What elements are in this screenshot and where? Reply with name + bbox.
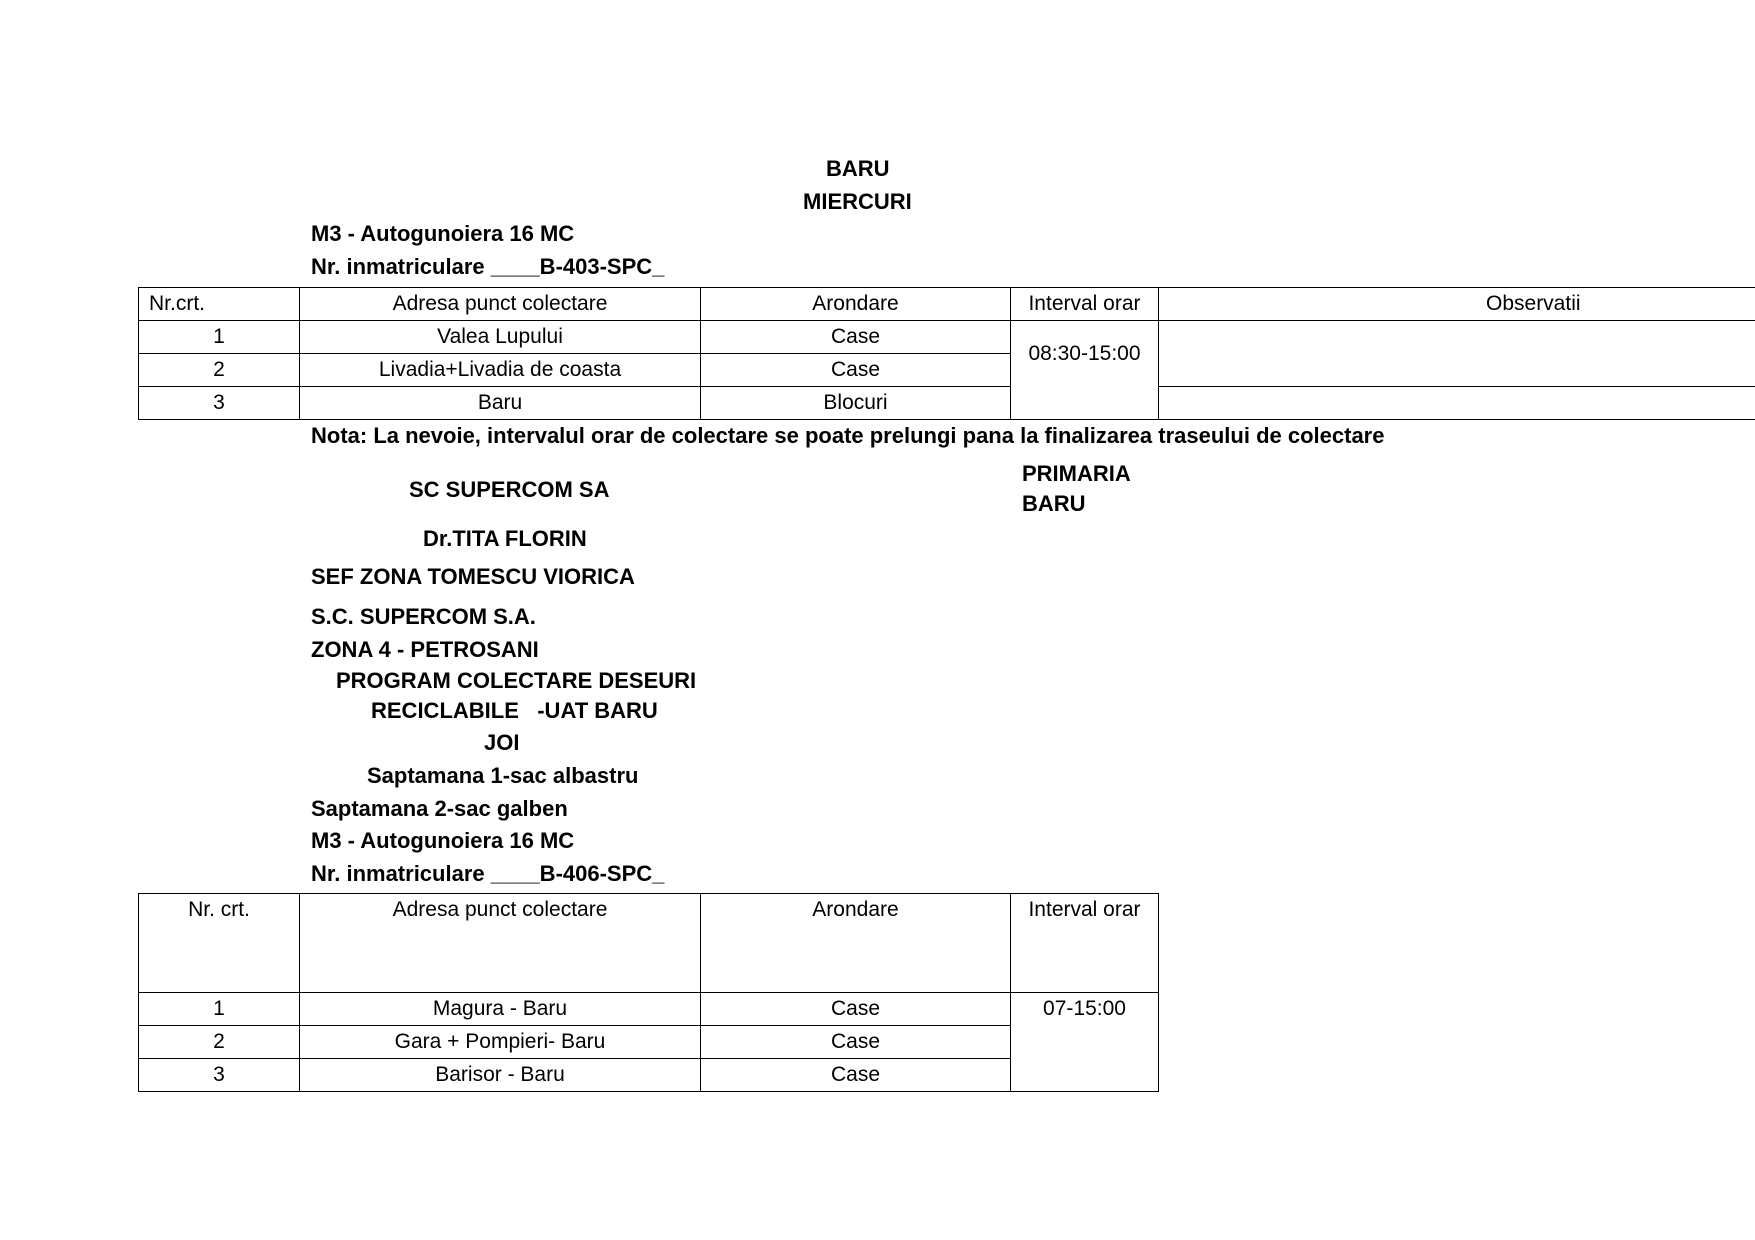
cell-nr: 3 bbox=[139, 387, 300, 420]
interval-value: 08:30-15:00 bbox=[1028, 342, 1141, 365]
cell-arondare: Case bbox=[701, 1026, 1011, 1059]
program-title-line1: PROGRAM COLECTARE DESEURI bbox=[336, 668, 697, 693]
signature-company: SC SUPERCOM SA bbox=[409, 477, 610, 502]
cell-nr: 3 bbox=[139, 1059, 300, 1092]
week1-label: Saptamana 1-sac albastru bbox=[367, 763, 639, 788]
table-header-row bbox=[139, 288, 1755, 321]
cell-arondare: Case bbox=[701, 321, 1011, 354]
table-row bbox=[139, 1026, 1159, 1059]
sef-zona-label: SEF ZONA TOMESCU VIORICA bbox=[311, 564, 635, 589]
page-title: BARU bbox=[826, 156, 890, 181]
cell-nr: 2 bbox=[139, 1026, 300, 1059]
program-title-line2: RECICLABILE -UAT BARU bbox=[371, 698, 658, 723]
header-observatii: Observatii bbox=[1159, 288, 1755, 321]
table-row bbox=[139, 1059, 1159, 1092]
cell-nr: 1 bbox=[139, 321, 300, 354]
plate-label-2: Nr. inmatriculare ____B-406-SPC_ bbox=[311, 861, 665, 886]
day-heading: MIERCURI bbox=[803, 189, 912, 214]
day-heading-2: JOI bbox=[484, 730, 520, 755]
cell-adresa: Magura - Baru bbox=[300, 993, 701, 1026]
cell-adresa: Baru bbox=[300, 387, 701, 420]
cell-arondare: Blocuri bbox=[701, 387, 1011, 420]
signature-name: Dr.TITA FLORIN bbox=[423, 526, 587, 551]
interval-value: 07-15:00 bbox=[1043, 997, 1126, 1020]
table-row bbox=[139, 387, 1755, 420]
signature-primaria: PRIMARIA bbox=[1022, 461, 1131, 486]
header-adresa: Adresa punct colectare bbox=[300, 288, 701, 321]
header-nr: Nr.crt. bbox=[139, 288, 300, 321]
week2-label: Saptamana 2-sac galben bbox=[311, 796, 568, 821]
header-adresa: Adresa punct colectare bbox=[300, 894, 701, 993]
cell-adresa: Gara + Pompieri- Baru bbox=[300, 1026, 701, 1059]
header-nr: Nr. crt. bbox=[139, 894, 300, 993]
cell-observatii bbox=[1159, 387, 1755, 420]
vehicle-label: M3 - Autogunoiera 16 MC bbox=[311, 221, 575, 246]
zone-label: ZONA 4 - PETROSANI bbox=[311, 637, 539, 662]
cell-nr: 2 bbox=[139, 354, 300, 387]
header-arondare: Arondare bbox=[701, 894, 1011, 993]
table-header-row bbox=[139, 894, 1159, 993]
plate-label: Nr. inmatriculare ____B-403-SPC_ bbox=[311, 254, 665, 279]
note-text: Nota: La nevoie, intervalul orar de colectare se poate prelungi pana la finalizarea traseului de colectare bbox=[311, 423, 1385, 448]
table-row bbox=[139, 993, 1159, 1026]
table-row bbox=[139, 321, 1755, 354]
header-arondare: Arondare bbox=[701, 288, 1011, 321]
cell-interval bbox=[1011, 993, 1159, 1092]
cell-adresa: Livadia+Livadia de coasta bbox=[300, 354, 701, 387]
cell-adresa: Valea Lupului bbox=[300, 321, 701, 354]
header-interval: Interval orar bbox=[1011, 288, 1159, 321]
signature-primaria-baru: BARU bbox=[1022, 491, 1086, 516]
schedule-table-2 bbox=[138, 893, 1159, 1092]
cell-nr: 1 bbox=[139, 993, 300, 1026]
cell-interval bbox=[1011, 321, 1159, 420]
company-label: S.C. SUPERCOM S.A. bbox=[311, 604, 536, 629]
schedule-table-1 bbox=[138, 287, 1755, 420]
header-interval: Interval orar bbox=[1011, 894, 1159, 993]
cell-arondare: Case bbox=[701, 993, 1011, 1026]
cell-observatii bbox=[1159, 321, 1755, 387]
cell-arondare: Case bbox=[701, 354, 1011, 387]
vehicle-label-2: M3 - Autogunoiera 16 MC bbox=[311, 828, 575, 853]
cell-adresa: Barisor - Baru bbox=[300, 1059, 701, 1092]
cell-arondare: Case bbox=[701, 1059, 1011, 1092]
